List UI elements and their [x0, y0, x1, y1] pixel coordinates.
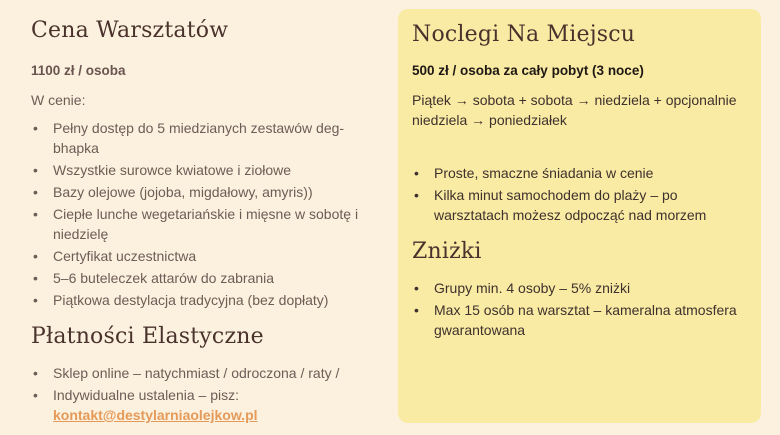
list-item: • Sklep online – natychmiast / odroczona / raty /	[31, 363, 376, 383]
accommodation-features	[412, 163, 747, 225]
includes-list	[31, 118, 376, 310]
discounts-list	[412, 278, 747, 340]
list-item: • Bazy olejowe (jojoba, migdałowy, amyris))	[31, 182, 376, 202]
workshop-price-heading: Cena Warsztatów	[31, 18, 229, 43]
list-item: • Certyfikat uczestnictwa	[31, 246, 376, 266]
list-item: • Kilka minut samochodem do plaży – po warsztatach możesz odpocząć nad morzem	[412, 185, 747, 225]
payments-list	[31, 363, 376, 425]
list-item	[31, 385, 376, 425]
list-item: • Wszystkie surowce kwiatowe i ziołowe	[31, 160, 376, 180]
workshop-price-section	[31, 18, 376, 427]
list-item: • Max 15 osób na warsztat – kameralna atmosfera gwarantowana	[412, 300, 747, 340]
discounts-heading: Zniżki	[412, 239, 482, 264]
accommodation-price: 500 zł / osoba za cały pobyt (3 noce)	[412, 63, 644, 78]
workshop-price: 1100 zł / osoba	[31, 63, 126, 78]
list-item: • Proste, smaczne śniadania w cenie	[412, 163, 747, 183]
payments-heading: Płatności Elastyczne	[31, 324, 264, 349]
list-item: • Ciepłe lunche wegetariańskie i mięsne w sobotę i niedzielę	[31, 204, 376, 244]
contact-email-link[interactable]: kontakt@destylarniaolejkow.pl	[53, 407, 258, 423]
accommodation-heading: Noclegi Na Miejscu	[412, 22, 636, 47]
accommodation-card	[398, 9, 761, 423]
list-item: • Piątkowa destylacja tradycyjna (bez dopłaty)	[31, 290, 376, 310]
payments-contact-text: Indywidualne ustalenia – pisz:	[53, 387, 240, 403]
list-item: • Pełny dostęp do 5 miedzianych zestawów deg-bhapka	[31, 118, 376, 158]
list-item: • 5–6 buteleczek attarów do zabrania	[31, 268, 376, 288]
includes-label: W cenie:	[31, 92, 86, 108]
accommodation-schedule: Piątek → sobota + sobota → niedziela + opcjonalnie niedziela → poniedziałek	[412, 92, 737, 128]
list-item: • Grupy min. 4 osoby – 5% zniżki	[412, 278, 747, 298]
